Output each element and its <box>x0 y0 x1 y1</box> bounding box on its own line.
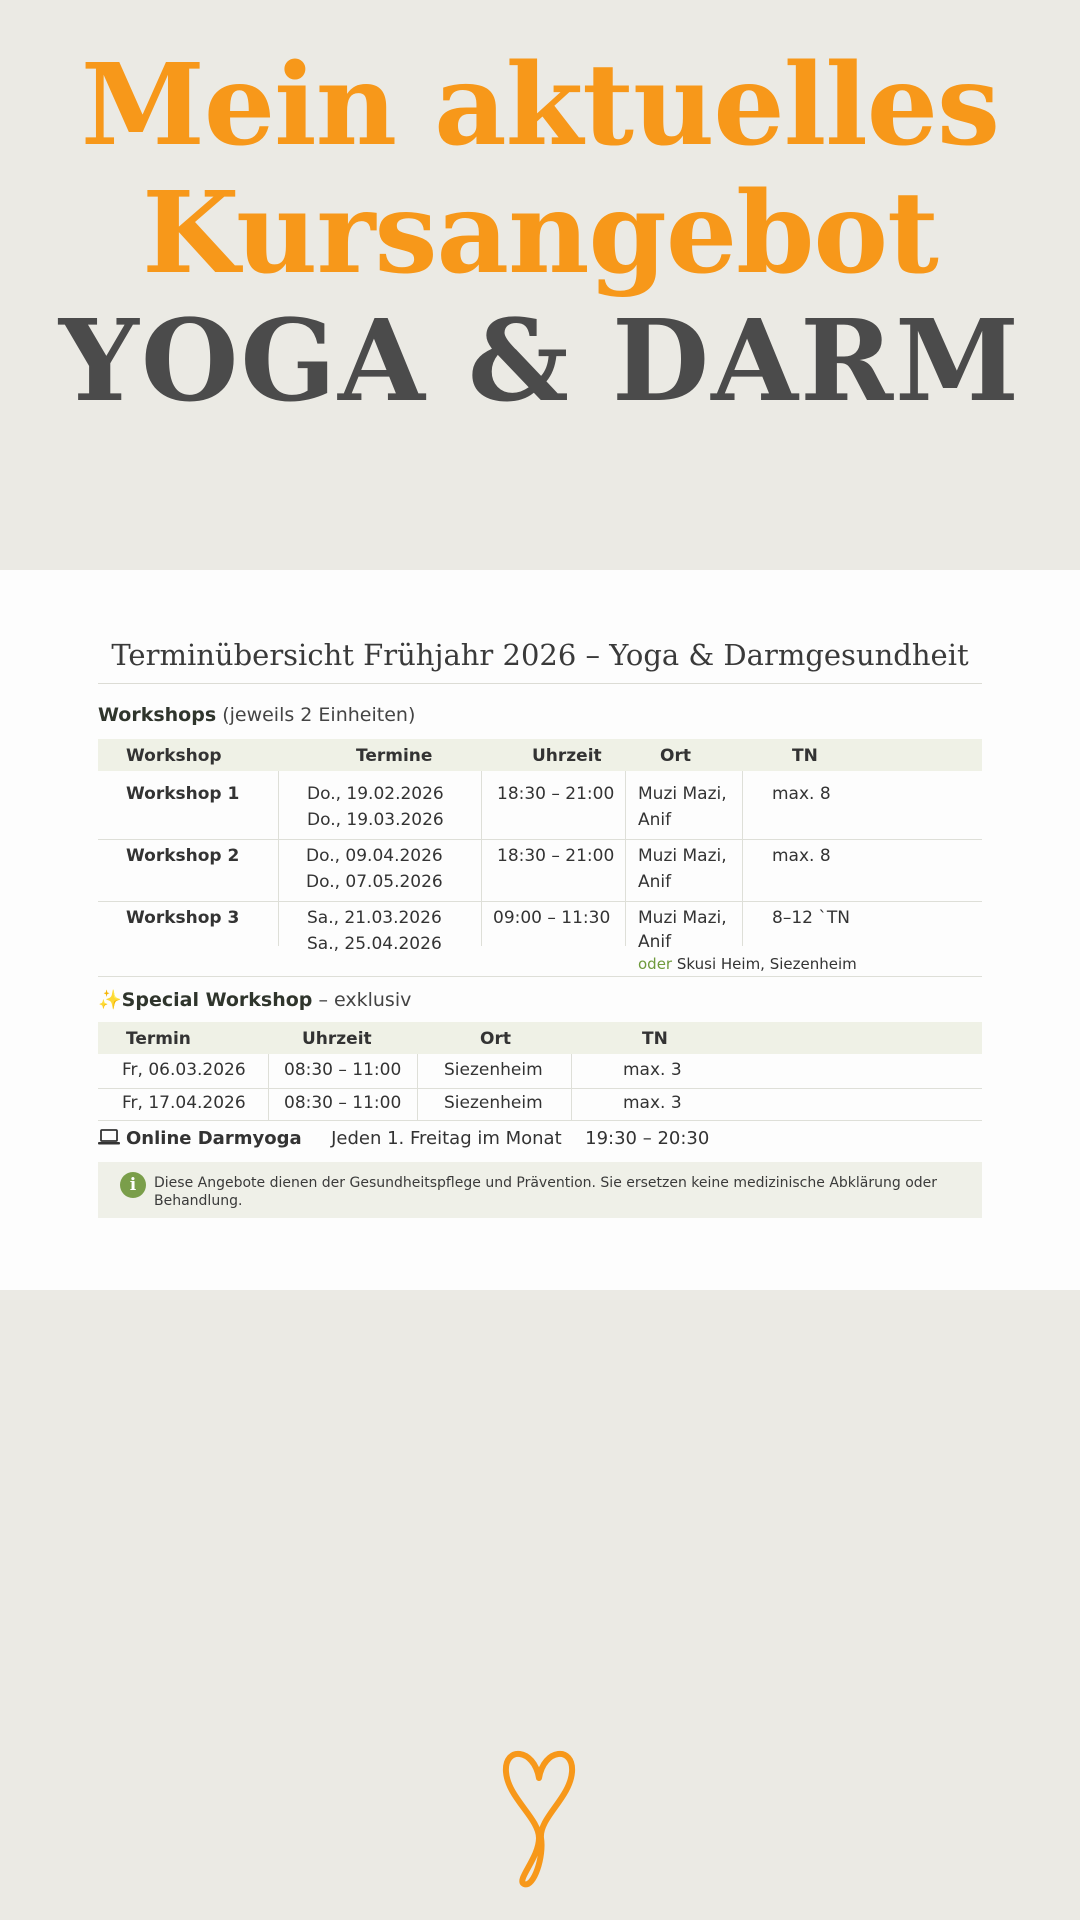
workshop-place: Muzi Mazi, <box>638 846 727 866</box>
col-tn: TN <box>792 746 818 766</box>
special-date: Fr, 17.04.2026 <box>122 1093 246 1113</box>
col-divider <box>625 771 626 946</box>
col-uhrzeit: Uhrzeit <box>532 746 602 766</box>
hero-header <box>0 0 1080 570</box>
row-divider <box>98 976 982 977</box>
row-divider <box>98 1088 982 1089</box>
workshop-tn: max. 8 <box>772 846 831 866</box>
col-termine: Termine <box>356 746 433 766</box>
workshop-date: Sa., 21.03.2026 <box>307 908 442 928</box>
col-divider <box>481 771 482 946</box>
schedule-card <box>0 570 1080 1290</box>
workshop-place: Anif <box>638 872 672 892</box>
workshops-heading <box>98 704 415 726</box>
col-uhrzeit: Uhrzeit <box>302 1029 372 1049</box>
online-time: 19:30 – 20:30 <box>585 1128 710 1149</box>
special-place: Siezenheim <box>444 1093 543 1113</box>
online-when: Jeden 1. Freitag im Monat <box>331 1128 562 1149</box>
alt-word: oder <box>638 955 673 973</box>
workshops-table-header <box>98 739 982 771</box>
special-date: Fr, 06.03.2026 <box>122 1060 246 1080</box>
workshop-name: Workshop 2 <box>126 846 240 866</box>
col-divider <box>268 1054 269 1120</box>
workshop-date: Sa., 25.04.2026 <box>307 934 442 954</box>
row-divider <box>98 1120 982 1121</box>
workshops-heading-label: Workshops <box>98 704 217 726</box>
workshop-tn: 8–12 `TN <box>772 908 850 928</box>
hero-title-line-3: YOGA & DARM <box>58 296 1022 427</box>
workshop-time: 09:00 – 11:30 <box>493 908 611 928</box>
row-divider <box>98 839 982 840</box>
sparkles-icon: ✨ <box>98 989 122 1011</box>
col-ort: Ort <box>480 1029 511 1049</box>
info-icon: i <box>120 1172 146 1198</box>
special-tn: max. 3 <box>623 1093 682 1113</box>
special-time: 08:30 – 11:00 <box>284 1060 402 1080</box>
col-ort: Ort <box>660 746 691 766</box>
alt-place-name: Skusi Heim, Siezenheim <box>676 955 857 973</box>
workshop-place: Muzi Mazi, <box>638 908 727 928</box>
workshop-place: Muzi Mazi, <box>638 784 727 804</box>
workshop-name: Workshop 3 <box>126 908 240 928</box>
special-heading-label: Special Workshop <box>121 989 313 1011</box>
workshop-time: 18:30 – 21:00 <box>497 846 615 866</box>
disclaimer-note <box>98 1162 982 1218</box>
special-place: Siezenheim <box>444 1060 543 1080</box>
special-heading <box>98 988 411 1011</box>
online-darmyoga-row <box>98 1128 709 1158</box>
col-termin: Termin <box>126 1029 191 1049</box>
schedule-title: Terminübersicht Frühjahr 2026 – Yoga & Darmgesundheit <box>111 638 969 672</box>
special-suffix: – exklusiv <box>318 989 412 1011</box>
title-divider <box>98 683 982 684</box>
online-label: Online Darmyoga <box>126 1128 302 1149</box>
workshop-name: Workshop 1 <box>126 784 240 804</box>
workshop-date: Do., 19.02.2026 <box>307 784 444 804</box>
workshop-place: Anif <box>638 810 672 830</box>
workshop-date: Do., 09.04.2026 <box>306 846 443 866</box>
col-divider <box>417 1054 418 1120</box>
workshop-date: Do., 19.03.2026 <box>307 810 444 830</box>
hero-title-line-1: Mein aktuelles <box>80 40 1000 171</box>
special-time: 08:30 – 11:00 <box>284 1093 402 1113</box>
row-divider <box>98 901 982 902</box>
workshop-date: Do., 07.05.2026 <box>306 872 443 892</box>
heart-logo-icon <box>494 1738 584 1892</box>
col-divider <box>571 1054 572 1120</box>
laptop-icon <box>98 1129 120 1150</box>
workshop-time: 18:30 – 21:00 <box>497 784 615 804</box>
col-divider <box>278 771 279 946</box>
special-table-header <box>98 1022 982 1054</box>
workshops-subheading: (jeweils 2 Einheiten) <box>222 704 416 726</box>
workshop-alt-place <box>638 951 857 977</box>
hero-title-line-2: Kursangebot <box>142 168 938 299</box>
special-tn: max. 3 <box>623 1060 682 1080</box>
workshop-tn: max. 8 <box>772 784 831 804</box>
col-divider <box>742 771 743 946</box>
disclaimer-text: Diese Angebote dienen der Gesundheitspflege und Prävention. Sie ersetzen keine medizinische Abklärung oder Behandlung. <box>154 1175 938 1209</box>
col-workshop: Workshop <box>126 746 222 766</box>
workshop-place: Anif <box>638 932 672 952</box>
col-tn: TN <box>642 1029 668 1049</box>
